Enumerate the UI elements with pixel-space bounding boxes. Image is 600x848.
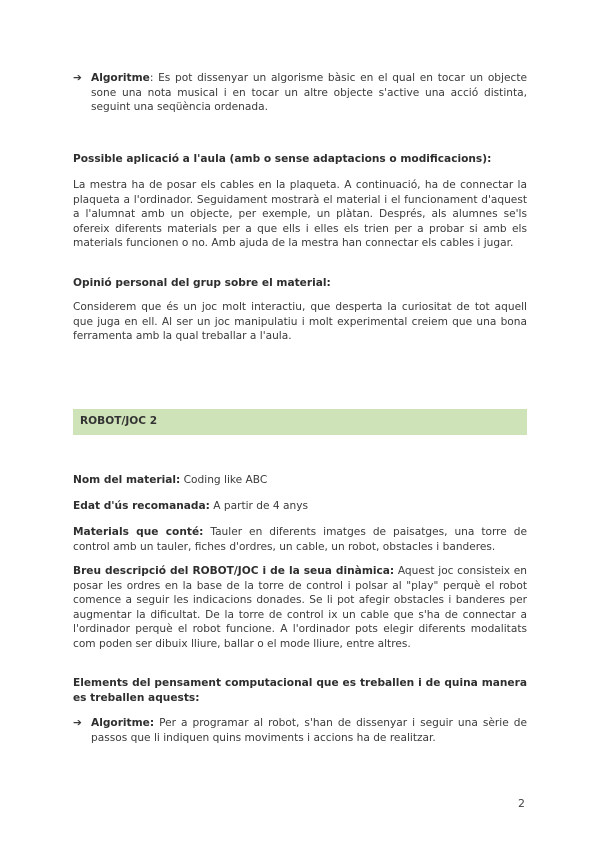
arrow-bullet-icon: ➔ [73,717,82,729]
material-name-line [73,473,527,488]
page-number: 2 [518,797,525,810]
classroom-application-heading: Possible aplicació a l'aula (amb o sense adaptacions o modificacions): [73,153,492,165]
recommended-age-label: Edat d'ús recomanada: [73,500,210,512]
bullet-label: Algoritme [91,72,150,84]
banner-label: ROBOT/JOC 2 [80,415,158,427]
computational-elements-heading: Elements del pensament computacional que es treballen i de quina manera es treballen aquests: [73,677,527,704]
description-value: Aquest joc consisteix en posar les ordres en la base de la torre de control i polsar al "play" perquè el robot comence a seguir les indicacions donades. Se li pot afegir obstacles i banderes per augmentar la dificultat. De la torre de control ix un cable que s'ha de connectar a l'ordinador perquè el robot funcione. A l'ordinador pots elegir diferents modalitats com poden ser dibuix lliure, ballar o el mode lliure, entre altres. [73,565,527,650]
group-opinion-paragraph: Considerem que és un joc molt interactiu, que desperta la curiositat de tot aquell que juga en ell. Al ser un joc manipulatiu i molt experimental creiem que una bona ferramenta amb la qual treballar a l'aula. [73,301,527,343]
algorithm-bullet-1 [73,71,527,115]
bullet-text: Per a programar al robot, s'han de dissenyar i seguir una sèrie de passos que li indiquen quins moviments i accions ha de realitzar. [91,717,527,744]
materials-label: Materials que conté: [73,526,204,538]
recommended-age-line [73,499,527,514]
materials-value: Tauler en diferents imatges de paisatges, una torre de control amb un tauler, fiches d'ordres, un cable, un robot, obstacles i banderes. [73,526,528,553]
classroom-application-paragraph: La mestra ha de posar els cables en la plaqueta. A continuació, ha de connectar la plaqueta a l'ordinador. Seguidament mostrarà el material i el funcionament d'aquest a l'alumnat amb un objecte, per exemple, un plàtan. Després, als alumnes se'ls ofereix diferents materials per a que ells i elles els trien per a probar si amb els materials funcionen o no. Amb ajuda de la mestra han connectar els cables i jugar. [73,179,527,250]
algorithm-bullet-2 [73,716,527,745]
recommended-age-value: A partir de 4 anys [209,500,308,512]
arrow-bullet-icon: ➔ [73,72,82,84]
material-name-label: Nom del material: [73,474,181,486]
material-name-value: Coding like ABC [180,474,268,486]
group-opinion-heading: Opinió personal del grup sobre el material: [73,277,331,289]
description-line [73,564,527,652]
bullet-text: Es pot dissenyar un algorisme bàsic en el qual en tocar un objecte sone una nota musical i en tocar un altre objecte s'active una acció distinta, seguint una seqüència ordenada. [91,72,527,114]
description-label: Breu descripció del ROBOT/JOC i de la seua dinàmica: [73,565,395,577]
bullet-separator: : [149,72,159,84]
materials-line [73,525,527,554]
bullet-label: Algoritme: [91,717,155,729]
robot-joc-2-banner [73,409,527,435]
